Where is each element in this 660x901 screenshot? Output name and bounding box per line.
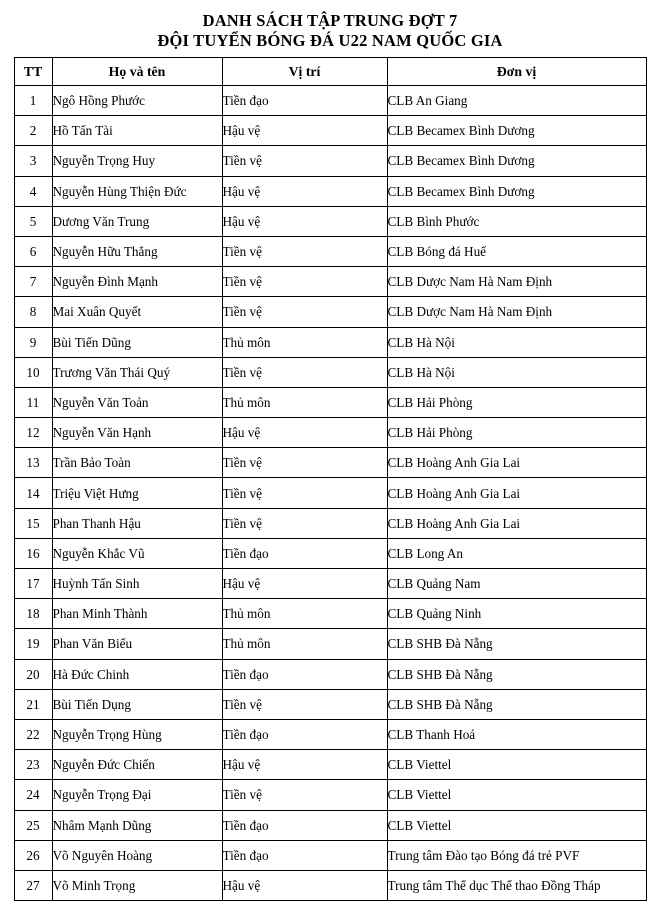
cell-tt: 12 xyxy=(14,418,52,448)
column-header-position: Vị trí xyxy=(222,58,387,86)
cell-name: Bùi Tiến Dũng xyxy=(52,327,222,357)
cell-club: CLB SHB Đà Nẵng xyxy=(387,629,646,659)
cell-tt: 26 xyxy=(14,840,52,870)
cell-club: CLB Hà Nội xyxy=(387,357,646,387)
cell-tt: 8 xyxy=(14,297,52,327)
cell-position: Hậu vệ xyxy=(222,870,387,900)
cell-tt: 15 xyxy=(14,508,52,538)
cell-position: Tiền vệ xyxy=(222,267,387,297)
cell-name: Hà Đức Chinh xyxy=(52,659,222,689)
cell-tt: 2 xyxy=(14,116,52,146)
cell-position: Hậu vệ xyxy=(222,116,387,146)
cell-name: Võ Nguyên Hoàng xyxy=(52,840,222,870)
cell-name: Nguyễn Hữu Thắng xyxy=(52,236,222,266)
cell-position: Thủ môn xyxy=(222,327,387,357)
cell-tt: 20 xyxy=(14,659,52,689)
cell-club: CLB Becamex Bình Dương xyxy=(387,146,646,176)
cell-club: Trung tâm Thể dục Thể thao Đồng Tháp xyxy=(387,870,646,900)
cell-club: CLB Hoàng Anh Gia Lai xyxy=(387,448,646,478)
table-row xyxy=(14,116,646,146)
cell-club: CLB SHB Đà Nẵng xyxy=(387,659,646,689)
cell-club: CLB Bóng đá Huế xyxy=(387,236,646,266)
cell-position: Tiền đạo xyxy=(222,810,387,840)
cell-position: Tiền vệ xyxy=(222,448,387,478)
cell-tt: 18 xyxy=(14,599,52,629)
cell-club: CLB An Giang xyxy=(387,86,646,116)
cell-club: CLB Viettel xyxy=(387,780,646,810)
cell-name: Phan Minh Thành xyxy=(52,599,222,629)
cell-tt: 13 xyxy=(14,448,52,478)
cell-tt: 11 xyxy=(14,387,52,417)
cell-club: CLB Hoàng Anh Gia Lai xyxy=(387,478,646,508)
cell-name: Phan Văn Biểu xyxy=(52,629,222,659)
cell-club: CLB Dược Nam Hà Nam Định xyxy=(387,297,646,327)
table-row xyxy=(14,418,646,448)
cell-name: Triệu Việt Hưng xyxy=(52,478,222,508)
cell-position: Tiền vệ xyxy=(222,508,387,538)
table-row xyxy=(14,629,646,659)
cell-tt: 6 xyxy=(14,236,52,266)
table-row xyxy=(14,538,646,568)
cell-tt: 7 xyxy=(14,267,52,297)
cell-name: Huỳnh Tấn Sinh xyxy=(52,569,222,599)
table-row xyxy=(14,750,646,780)
column-header-name: Họ và tên xyxy=(52,58,222,86)
cell-tt: 22 xyxy=(14,719,52,749)
table-row xyxy=(14,689,646,719)
table-row xyxy=(14,719,646,749)
cell-club: CLB Bình Phước xyxy=(387,206,646,236)
cell-name: Nguyễn Đình Mạnh xyxy=(52,267,222,297)
cell-position: Hậu vệ xyxy=(222,569,387,599)
cell-club: CLB Thanh Hoá xyxy=(387,719,646,749)
table-row xyxy=(14,297,646,327)
cell-position: Tiền đạo xyxy=(222,840,387,870)
roster-table xyxy=(14,57,647,901)
table-row xyxy=(14,599,646,629)
cell-position: Tiền đạo xyxy=(222,538,387,568)
cell-name: Phan Thanh Hậu xyxy=(52,508,222,538)
title-line-1: DANH SÁCH TẬP TRUNG ĐỢT 7 xyxy=(202,11,458,30)
cell-name: Ngô Hồng Phước xyxy=(52,86,222,116)
table-row xyxy=(14,206,646,236)
cell-position: Tiền vệ xyxy=(222,146,387,176)
table-row xyxy=(14,448,646,478)
cell-position: Thủ môn xyxy=(222,599,387,629)
cell-tt: 21 xyxy=(14,689,52,719)
cell-tt: 16 xyxy=(14,538,52,568)
column-header-club: Đơn vị xyxy=(387,58,646,86)
cell-club: CLB Becamex Bình Dương xyxy=(387,176,646,206)
cell-position: Hậu vệ xyxy=(222,176,387,206)
cell-club: CLB Hà Nội xyxy=(387,327,646,357)
cell-tt: 24 xyxy=(14,780,52,810)
cell-tt: 4 xyxy=(14,176,52,206)
cell-position: Tiền vệ xyxy=(222,689,387,719)
cell-name: Bùi Tiến Dụng xyxy=(52,689,222,719)
table-row xyxy=(14,810,646,840)
table-row xyxy=(14,86,646,116)
table-header-row xyxy=(14,58,646,86)
cell-name: Nhâm Mạnh Dũng xyxy=(52,810,222,840)
cell-name: Nguyễn Hùng Thiện Đức xyxy=(52,176,222,206)
cell-name: Trần Bảo Toàn xyxy=(52,448,222,478)
cell-position: Tiền đạo xyxy=(222,659,387,689)
cell-position: Hậu vệ xyxy=(222,418,387,448)
cell-tt: 10 xyxy=(14,357,52,387)
cell-club: CLB Quảng Nam xyxy=(387,569,646,599)
cell-club: CLB Quảng Ninh xyxy=(387,599,646,629)
table-row xyxy=(14,659,646,689)
cell-club: CLB Viettel xyxy=(387,750,646,780)
cell-tt: 5 xyxy=(14,206,52,236)
table-row xyxy=(14,267,646,297)
cell-name: Hồ Tấn Tài xyxy=(52,116,222,146)
cell-name: Dương Văn Trung xyxy=(52,206,222,236)
cell-name: Mai Xuân Quyết xyxy=(52,297,222,327)
table-row xyxy=(14,236,646,266)
cell-position: Tiền vệ xyxy=(222,357,387,387)
cell-name: Nguyễn Trọng Huy xyxy=(52,146,222,176)
cell-position: Hậu vệ xyxy=(222,206,387,236)
cell-name: Võ Minh Trọng xyxy=(52,870,222,900)
cell-name: Nguyễn Trọng Hùng xyxy=(52,719,222,749)
cell-tt: 9 xyxy=(14,327,52,357)
cell-club: Trung tâm Đào tạo Bóng đá trẻ PVF xyxy=(387,840,646,870)
cell-name: Nguyễn Trọng Đại xyxy=(52,780,222,810)
cell-tt: 3 xyxy=(14,146,52,176)
cell-tt: 19 xyxy=(14,629,52,659)
column-header-tt: TT xyxy=(14,58,52,86)
cell-club: CLB Hải Phòng xyxy=(387,387,646,417)
cell-club: CLB Dược Nam Hà Nam Định xyxy=(387,267,646,297)
cell-position: Tiền vệ xyxy=(222,236,387,266)
table-row xyxy=(14,327,646,357)
cell-club: CLB Hoàng Anh Gia Lai xyxy=(387,508,646,538)
cell-club: CLB SHB Đà Nẵng xyxy=(387,689,646,719)
table-row xyxy=(14,870,646,900)
cell-position: Tiền vệ xyxy=(222,780,387,810)
cell-position: Thủ môn xyxy=(222,387,387,417)
cell-tt: 14 xyxy=(14,478,52,508)
table-row xyxy=(14,840,646,870)
table-row xyxy=(14,357,646,387)
cell-name: Nguyễn Văn Hạnh xyxy=(52,418,222,448)
cell-position: Thủ môn xyxy=(222,629,387,659)
cell-tt: 23 xyxy=(14,750,52,780)
cell-club: CLB Viettel xyxy=(387,810,646,840)
title-line-2: ĐỘI TUYỂN BÓNG ĐÁ U22 NAM QUỐC GIA xyxy=(157,31,503,50)
table-row xyxy=(14,780,646,810)
table-row xyxy=(14,508,646,538)
cell-position: Tiền đạo xyxy=(222,86,387,116)
table-row xyxy=(14,478,646,508)
table-row xyxy=(14,387,646,417)
cell-tt: 27 xyxy=(14,870,52,900)
cell-club: CLB Hải Phòng xyxy=(387,418,646,448)
table-header xyxy=(14,58,646,86)
cell-name: Nguyễn Đức Chiến xyxy=(52,750,222,780)
cell-position: Hậu vệ xyxy=(222,750,387,780)
cell-position: Tiền vệ xyxy=(222,478,387,508)
document-title xyxy=(0,0,660,57)
cell-name: Nguyễn Văn Toản xyxy=(52,387,222,417)
cell-club: CLB Long An xyxy=(387,538,646,568)
table-row xyxy=(14,176,646,206)
cell-tt: 17 xyxy=(14,569,52,599)
cell-tt: 1 xyxy=(14,86,52,116)
cell-name: Nguyễn Khắc Vũ xyxy=(52,538,222,568)
cell-position: Tiền đạo xyxy=(222,719,387,749)
table-row xyxy=(14,146,646,176)
cell-club: CLB Becamex Bình Dương xyxy=(387,116,646,146)
cell-position: Tiền vệ xyxy=(222,297,387,327)
table-row xyxy=(14,569,646,599)
cell-tt: 25 xyxy=(14,810,52,840)
cell-name: Trương Văn Thái Quý xyxy=(52,357,222,387)
table-body xyxy=(14,86,646,901)
